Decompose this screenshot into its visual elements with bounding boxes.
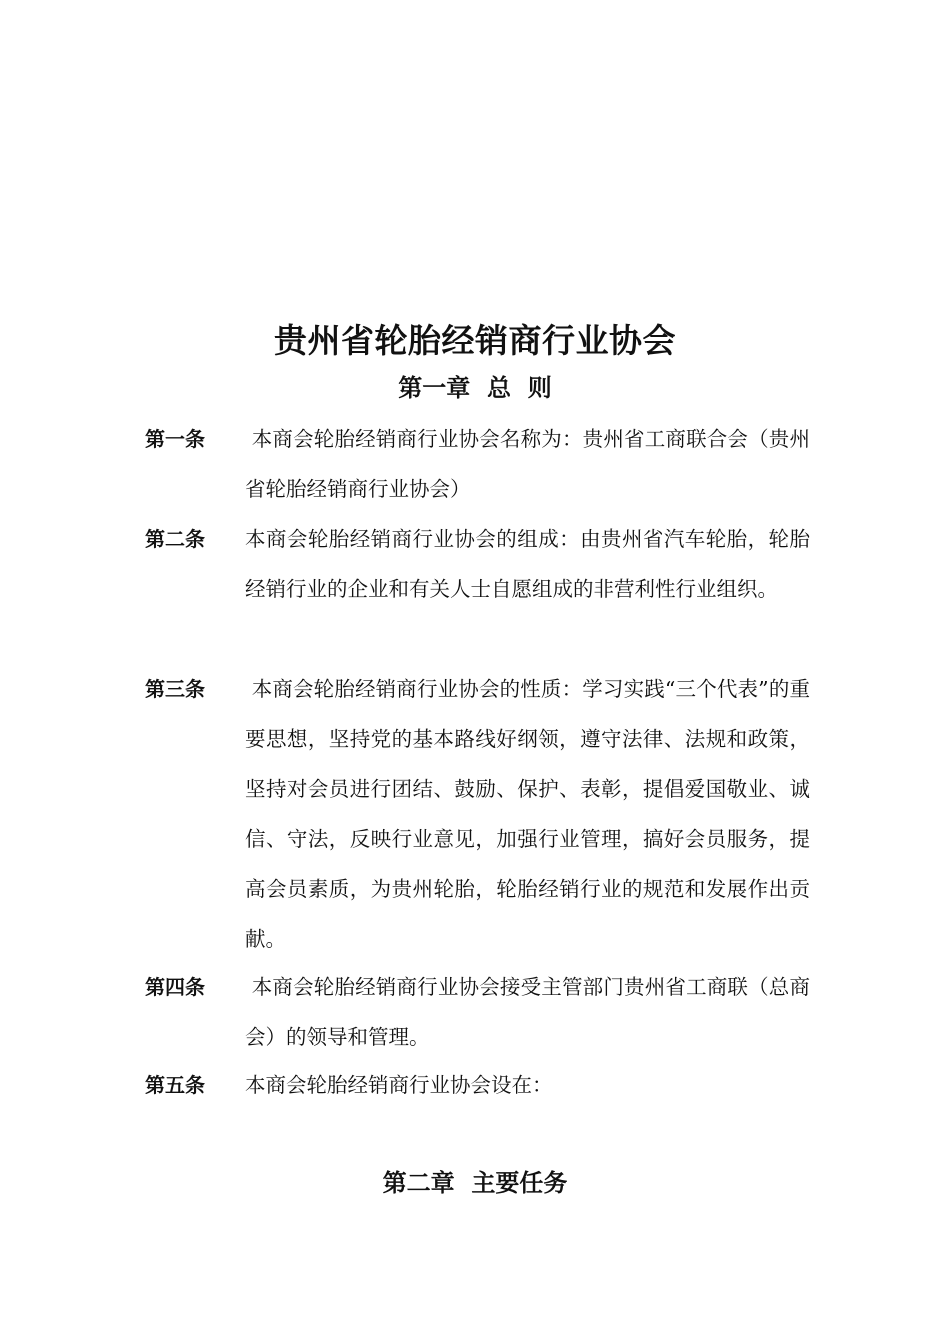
chapter-1-heading: 第一章 总 则 [398,374,552,402]
article-number: 第四条 [145,975,205,999]
article-text: 本商会轮胎经销商行业协会接受主管部门贵州省工商联（总商会）的领导和管理。 [245,975,810,1049]
article-number: 第二条 [145,527,205,551]
article-text: 本商会轮胎经销商行业协会的性质：学习实践“三个代表”的重要思想，坚持党的基本路线好纲领，遵守法律、法规和政策，坚持对会员进行团结、鼓励、保护、表彰，提倡爱国敬业、诚信、守法，反映行业意见，加强行业管理，搞好会员服务，提高会员素质，为贵州轮胎，轮胎经销行业的规范和发展作出贡献。 [245,677,810,951]
article-text: 本商会轮胎经销商行业协会的组成：由贵州省汽车轮胎，轮胎经销行业的企业和有关人士自愿组成的非营利性行业组织。 [245,527,810,601]
article-text: 本商会轮胎经销商行业协会设在： [245,1073,553,1097]
article-number: 第五条 [145,1073,205,1097]
document-title: 贵州省轮胎经销商行业协会 [274,321,676,360]
article-text: 本商会轮胎经销商行业协会名称为：贵州省工商联合会（贵州省轮胎经销商行业协会） [245,427,810,501]
article-number: 第三条 [145,677,205,701]
chapter-2-heading: 第二章 主要任务 [382,1169,568,1197]
article-number: 第一条 [145,427,205,451]
